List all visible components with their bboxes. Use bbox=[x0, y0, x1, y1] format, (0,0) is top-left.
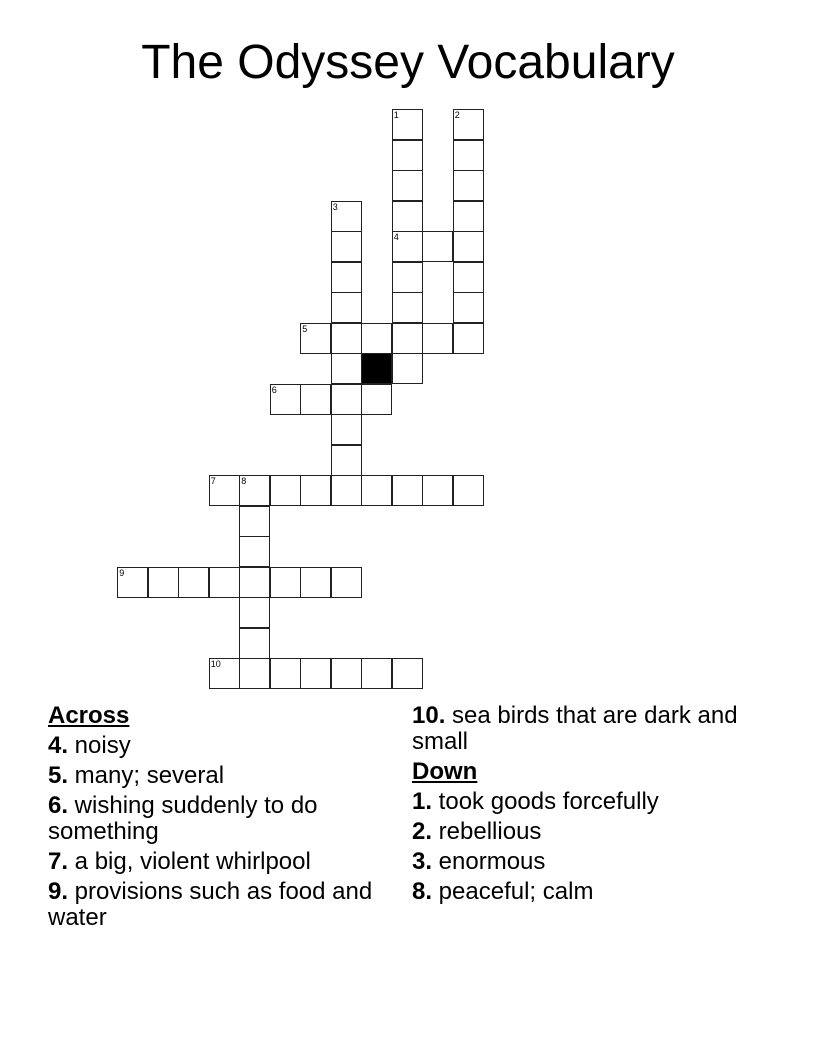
clue-item bbox=[48, 879, 378, 931]
grid-cell[interactable] bbox=[453, 201, 484, 232]
grid-cell[interactable] bbox=[239, 567, 270, 598]
clue-item-text: enormous bbox=[432, 848, 546, 875]
grid-cell[interactable] bbox=[331, 567, 362, 598]
blocked-cell bbox=[361, 353, 392, 384]
grid-cell[interactable] bbox=[178, 567, 209, 598]
grid-cell[interactable] bbox=[392, 170, 423, 201]
grid-cell[interactable] bbox=[239, 536, 270, 567]
grid-cell[interactable] bbox=[361, 384, 392, 415]
across-clue-list-continued bbox=[412, 703, 762, 755]
grid-cell[interactable] bbox=[361, 323, 392, 354]
clue-item bbox=[412, 703, 762, 755]
clue-item-text: many; several bbox=[68, 762, 225, 789]
clue-item-text: a big, violent whirlpool bbox=[68, 848, 311, 875]
grid-cell[interactable] bbox=[239, 475, 270, 506]
clue-number: 10 bbox=[210, 659, 221, 670]
clue-number: 2 bbox=[454, 110, 460, 121]
grid-cell[interactable] bbox=[331, 384, 362, 415]
clue-item-text: sea birds that are dark and small bbox=[412, 702, 738, 755]
clues-column-right bbox=[412, 703, 762, 909]
clue-item bbox=[412, 819, 762, 845]
clue-item-text: provisions such as food and water bbox=[48, 878, 373, 931]
grid-cell[interactable] bbox=[331, 445, 362, 476]
grid-cell[interactable] bbox=[270, 384, 301, 415]
clue-item-text: took goods forcefully bbox=[432, 788, 659, 815]
grid-cell[interactable] bbox=[453, 170, 484, 201]
clue-item bbox=[412, 789, 762, 815]
clue-item-text: rebellious bbox=[432, 818, 542, 845]
grid-cell[interactable] bbox=[453, 231, 484, 262]
grid-cell[interactable] bbox=[392, 323, 423, 354]
grid-cell[interactable] bbox=[239, 597, 270, 628]
grid-cell[interactable] bbox=[300, 475, 331, 506]
clue-item-text: noisy bbox=[68, 732, 131, 759]
clue-item-number: 1. bbox=[412, 788, 433, 815]
clue-number: 6 bbox=[271, 384, 277, 395]
clue-number: 7 bbox=[210, 476, 216, 487]
grid-cell[interactable] bbox=[392, 475, 423, 506]
clue-item bbox=[412, 849, 762, 875]
grid-cell[interactable] bbox=[331, 201, 362, 232]
grid-cell[interactable] bbox=[392, 658, 423, 689]
grid-cell[interactable] bbox=[422, 231, 453, 262]
clue-item bbox=[48, 763, 378, 789]
grid-cell[interactable] bbox=[453, 109, 484, 140]
grid-cell[interactable] bbox=[422, 323, 453, 354]
clue-item bbox=[48, 793, 378, 845]
clue-number: 5 bbox=[302, 323, 308, 334]
across-clue-list bbox=[48, 733, 378, 931]
grid-cell[interactable] bbox=[392, 292, 423, 323]
grid-cell[interactable] bbox=[422, 475, 453, 506]
clue-item-number: 6. bbox=[48, 792, 69, 819]
grid-cell[interactable] bbox=[453, 140, 484, 171]
grid-cell[interactable] bbox=[453, 323, 484, 354]
clue-item bbox=[48, 849, 378, 875]
grid-cell[interactable] bbox=[239, 506, 270, 537]
clue-item-number: 4. bbox=[48, 732, 69, 759]
grid-cell[interactable] bbox=[392, 353, 423, 384]
grid-cell[interactable] bbox=[270, 658, 301, 689]
grid-cell[interactable] bbox=[239, 658, 270, 689]
clue-item-number: 7. bbox=[48, 848, 69, 875]
across-heading: Across bbox=[48, 702, 130, 729]
clue-item-text: peaceful; calm bbox=[432, 878, 594, 905]
grid-cell[interactable] bbox=[361, 475, 392, 506]
down-heading: Down bbox=[412, 758, 478, 785]
grid-cell[interactable] bbox=[331, 658, 362, 689]
grid-cell[interactable] bbox=[331, 231, 362, 262]
grid-cell[interactable] bbox=[392, 201, 423, 232]
grid-cell[interactable] bbox=[148, 567, 179, 598]
clue-number: 4 bbox=[393, 232, 399, 243]
clue-item-number: 5. bbox=[48, 762, 69, 789]
grid-cell[interactable] bbox=[453, 262, 484, 293]
clue-number: 1 bbox=[393, 110, 399, 121]
grid-cell[interactable] bbox=[392, 262, 423, 293]
grid-cell[interactable] bbox=[270, 567, 301, 598]
grid-cell[interactable] bbox=[300, 384, 331, 415]
grid-cell[interactable] bbox=[270, 475, 301, 506]
grid-cell[interactable] bbox=[239, 628, 270, 659]
grid-cell[interactable] bbox=[117, 567, 148, 598]
clue-item-number: 9. bbox=[48, 878, 69, 905]
clue-number: 8 bbox=[241, 476, 247, 487]
clue-item-number: 3. bbox=[412, 848, 433, 875]
grid-cell[interactable] bbox=[392, 140, 423, 171]
clue-item-text: wishing suddenly to do something bbox=[48, 792, 318, 845]
grid-cell[interactable] bbox=[300, 323, 331, 354]
clue-item bbox=[48, 733, 378, 759]
down-clue-list bbox=[412, 789, 762, 905]
grid-cell[interactable] bbox=[453, 475, 484, 506]
grid-cell[interactable] bbox=[209, 475, 240, 506]
grid-cell[interactable] bbox=[331, 414, 362, 445]
grid-cell[interactable] bbox=[209, 567, 240, 598]
clue-item-number: 2. bbox=[412, 818, 433, 845]
grid-cell[interactable] bbox=[331, 323, 362, 354]
grid-cell[interactable] bbox=[300, 658, 331, 689]
puzzle-title: The Odyssey Vocabulary bbox=[141, 36, 675, 89]
grid-cell[interactable] bbox=[453, 292, 484, 323]
grid-cell[interactable] bbox=[209, 658, 240, 689]
grid-cell[interactable] bbox=[331, 353, 362, 384]
clue-item-number: 8. bbox=[412, 878, 433, 905]
grid-cell[interactable] bbox=[331, 292, 362, 323]
grid-cell[interactable] bbox=[392, 231, 423, 262]
clue-number: 3 bbox=[332, 201, 338, 212]
grid-cell[interactable] bbox=[331, 262, 362, 293]
clue-number: 9 bbox=[119, 567, 125, 578]
grid-cell[interactable] bbox=[300, 567, 331, 598]
clues-column-left bbox=[48, 703, 378, 935]
grid-cell[interactable] bbox=[331, 475, 362, 506]
grid-cell[interactable] bbox=[361, 658, 392, 689]
grid-cell[interactable] bbox=[392, 109, 423, 140]
clue-item-number: 10. bbox=[412, 702, 446, 729]
clue-item bbox=[412, 879, 762, 905]
